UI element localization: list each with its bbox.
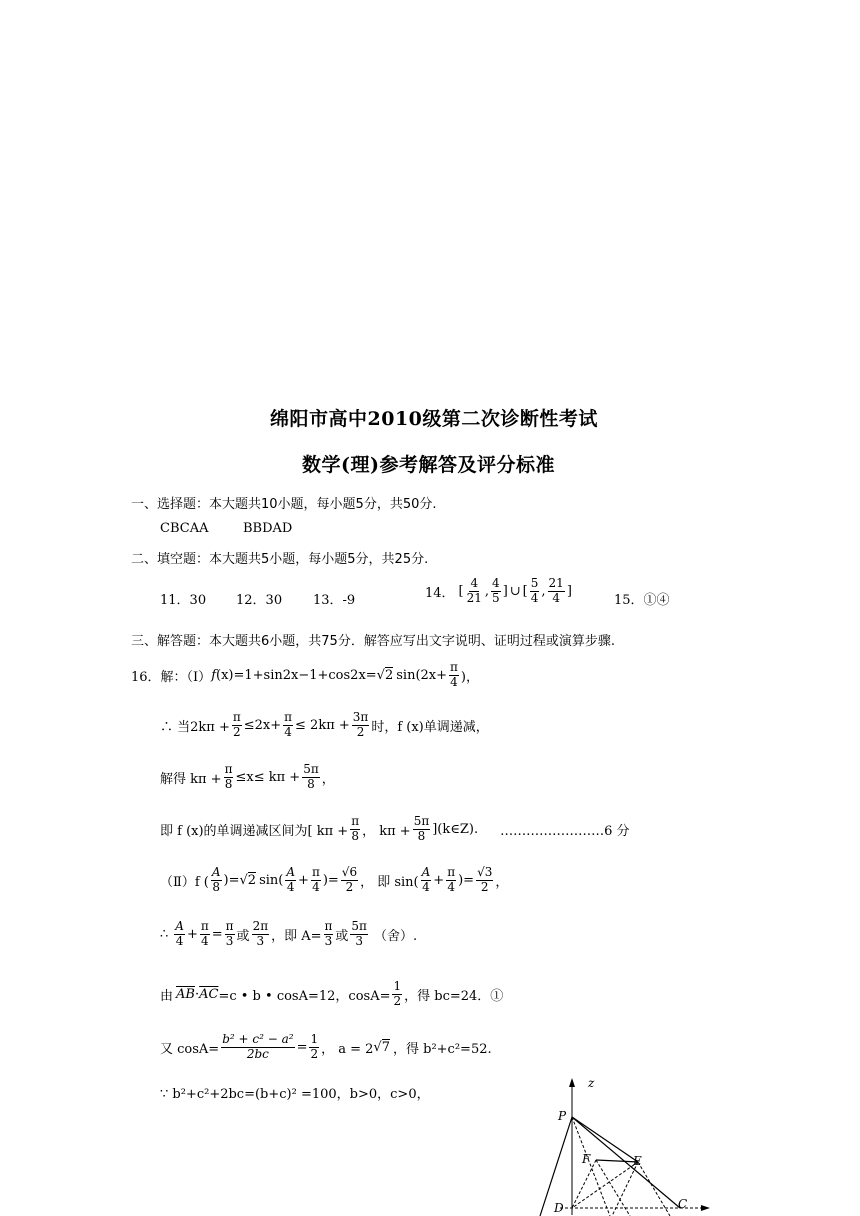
z-axis-arrow xyxy=(569,1078,575,1087)
label-d: D xyxy=(554,1201,564,1215)
label-c: C xyxy=(678,1197,688,1211)
q16-line-4: 即 f (x)的单调递减区间为[ kπ + $\frac{\pi}{8}$ ， kπ + $\frac{5\pi}{8}$ ](k∈Z). ……………………6 分 xyxy=(160,814,630,843)
edge-fe xyxy=(596,1160,638,1162)
edge-fd xyxy=(572,1160,596,1208)
label-p: P xyxy=(558,1109,567,1123)
choice-answers-2: BBDAD xyxy=(243,521,293,536)
q16-line-3: 解得 kπ + $\frac{\pi}{8}$ ≤x≤ kπ + $\frac{5\pi}{8}$ ， xyxy=(160,762,335,791)
q16-line-8: 又 cosA= $\frac{\text{b² + c² − a²}}{2bc}$ = $\frac{1}{2}$ ， a = 2 √7 ，得 b²+c²=52. xyxy=(160,1032,492,1061)
doc-subtitle: 数学(理)参考解答及评分标准 xyxy=(302,454,555,476)
answer-14: 14． [ $\frac{4}{21}$ , $\frac{4}{5}$ ] ∪ [ $\frac{5}{4}$ , $\frac{21}{4}$ ] xyxy=(425,576,572,605)
label-z: z xyxy=(588,1076,595,1090)
label-e: E xyxy=(633,1154,642,1168)
doc-title: 绵阳市高中2010级第二次诊断性考试 xyxy=(270,408,598,430)
edge-ed xyxy=(572,1162,638,1208)
choice-answers-1: CBCAA xyxy=(160,521,209,536)
answer-13: 13．-9 xyxy=(313,593,356,608)
section-3-header: 三、解答题：本大题共6小题，共75分．解答应写出文字说明、证明过程或演算步骤. xyxy=(131,634,615,649)
section-2-header: 二、填空题：本大题共5小题，每小题5分，共25分. xyxy=(131,552,429,567)
edge-pa xyxy=(572,1117,610,1216)
q16-line-6: ∴ $\frac{A}{4}$ + $\frac{\pi}{4}$ = $\frac{\pi}{3}$ 或 $\frac{2\pi}{3}$ ，即 A= $\frac{\pi}{3}$ 或 $\frac{5\pi}{3}$ （舍）. xyxy=(160,919,418,948)
label-f: F xyxy=(582,1152,591,1166)
geometry-figure xyxy=(520,1075,720,1216)
answer-15: 15．①④ xyxy=(614,593,670,608)
q16-line-2: ∴ 当2kπ + $\frac{\pi}{2}$ ≤2x+ $\frac{\pi}{4}$ ≤ 2kπ + $\frac{3\pi}{2}$ 时，f (x)单调递减， xyxy=(160,710,489,739)
q16-line-9: ∵ b²+c²+2bc=(b+c)² =100，b>0，c>0， xyxy=(160,1087,430,1102)
section-1-header: 一、选择题：本大题共10小题，每小题5分，共50分. xyxy=(131,497,437,512)
x-axis-arrow xyxy=(701,1205,710,1211)
answer-11: 11．30 xyxy=(160,593,207,608)
q16-line-7: 由 $\overline{AB}$ · $\overline{AC}$ =c • b • cosA=12，cosA= $\frac{1}{2}$ ，得 bc=24．① xyxy=(160,979,504,1008)
answer-12: 12．30 xyxy=(236,593,283,608)
q16-line-5: （Ⅱ）f ( $\frac{A}{8}$ )= √2 sin( $\frac{A}{4}$ + $\frac{\pi}{4}$ )= $\frac{√6}{2}$ ， 即 sin( $\frac{A}{4}$ + $\frac{\pi}{4}$ )= $\frac{√3}{2}$ ， xyxy=(160,865,509,894)
q16-line-1: 16．解：（Ⅰ） f (x)=1+sin2x−1+cos2x= √2 sin(2x+ $\frac{\pi}{4}$ )， xyxy=(131,660,479,689)
